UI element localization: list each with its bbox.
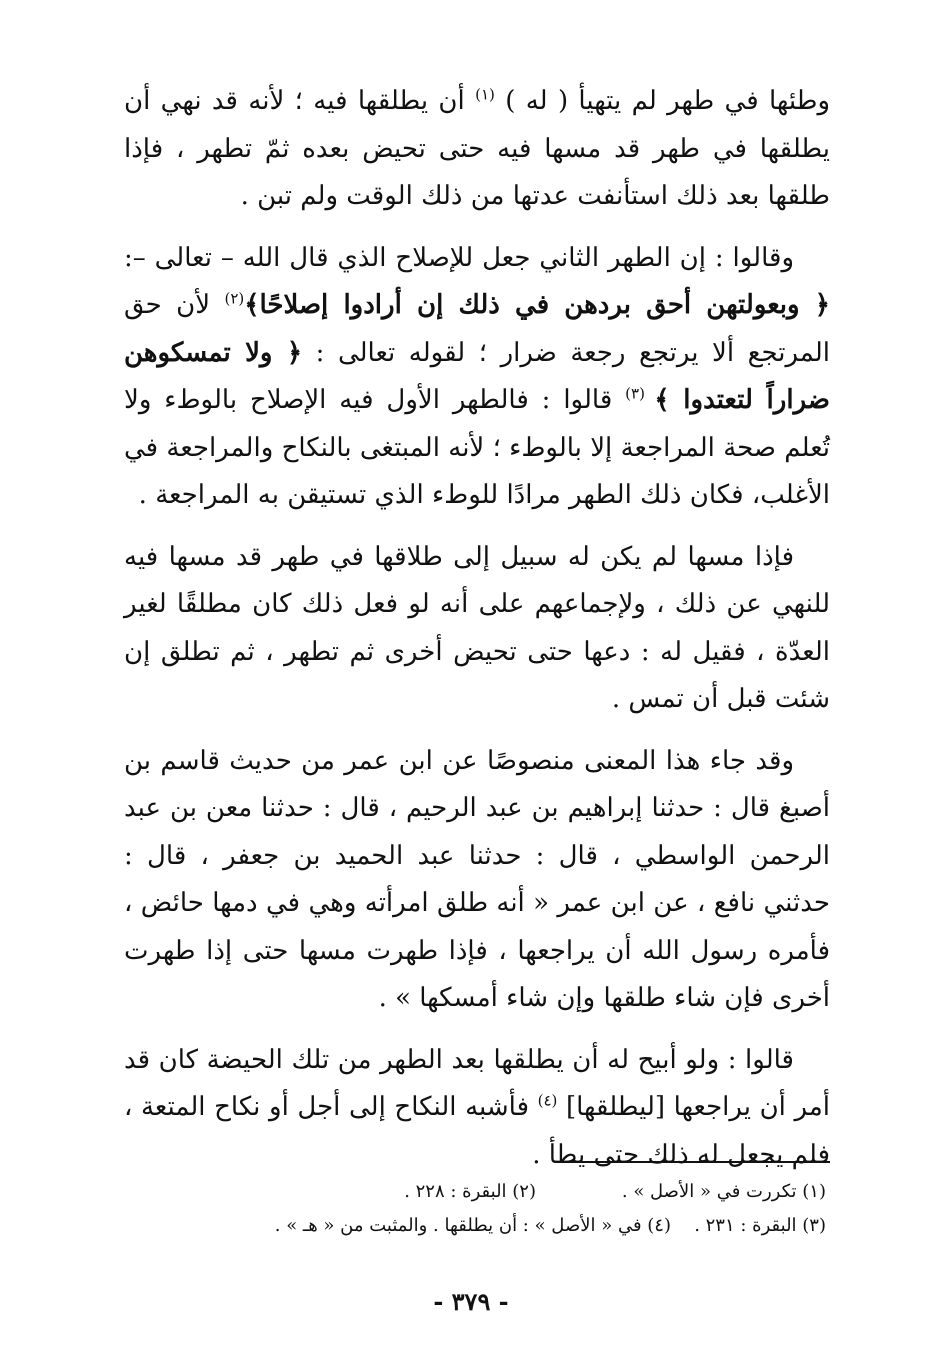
footnote-ref-3: (٣) xyxy=(625,384,655,403)
footnote-2: (٢) البقرة : ٢٢٨ . xyxy=(404,1181,536,1202)
footnotes xyxy=(150,1175,826,1243)
text-segment: وقد جاء هذا المعنى منصوصًا عن ابن عمر من حديث قاسم بن أصبغ قال : حدثنا إبراهيم بن عبد الرحيم ، قال : حدثنا معن بن عبد الرحمن الواسطي ، قال : حدثنا عبد الحميد بن جعفر ، قال : حدثني نافع ، عن ابن عمر « أنه طلق امرأته وهي في دمها حائض ، فأمره رسول الله أن يراجعها ، فإذا طهرت مسها حتى إذا طهرت أخرى فإن شاء طلقها وإن شاء أمسكها » . xyxy=(124,745,830,1013)
text-segment: لأن حق المرتجع ألا يرتجع رجعة ضرار ؛ لقوله تعالى : xyxy=(124,290,830,368)
text-segment: وقالوا : إن الطهر الثاني جعل للإصلاح الذي قال الله – تعالى –: xyxy=(124,242,794,273)
text-segment: فأشبه النكاح إلى أجل أو نكاح المتعة ، فلم يجعل له ذلك حتى يطأ . xyxy=(124,1092,830,1170)
text-segment: قالوا : ولو أبيح له أن يطلقها بعد الطهر من تلك الحيضة كان قد أمر أن يراجعها [ليطلقها] xyxy=(124,1044,831,1122)
paragraph-2 xyxy=(124,235,830,520)
footnote-3: (٣) البقرة : ٢٣١ . xyxy=(694,1215,826,1236)
paragraph-1 xyxy=(124,78,830,221)
paragraph-3 xyxy=(124,534,830,724)
paragraph-5 xyxy=(124,1037,830,1180)
text-segment: فإذا مسها لم يكن له سبيل إلى طلاقها في طهر قد مسها فيه للنهي عن ذلك ، ولإجماعهم على أنه لو فعل ذلك كان مطلقًا لغير العدّة ، فقيل له : دعها حتى تحيض أخرى ثم تطهر ، ثم تطلق إن شئت قبل أن تمس . xyxy=(124,541,830,714)
paragraph-4 xyxy=(124,738,830,1023)
footnote-1: (١) تكررت في « الأصل » . xyxy=(621,1181,826,1202)
footnote-ref-4: (٤) xyxy=(537,1091,558,1110)
footnote-4: (٤) في « الأصل » : أن يطلقها . والمثبت من « هـ » . xyxy=(274,1215,671,1236)
footnote-row xyxy=(150,1175,826,1209)
footnote-ref-2: (٢) xyxy=(224,289,245,308)
quran-verse: ﴿ وبعولتهن أحق بردهن في ذلك إن أرادوا إصلاحًا﴾ xyxy=(244,290,830,320)
text-segment: قالوا : فالطهر الأول فيه الإصلاح بالوطء ولا تُعلم صحة المراجعة إلا بالوطء ؛ لأنه المبتغى بالنكاح والمراجعة في الأغلب، فكان ذلك الطهر مرادًا للوطء الذي تستيقن به المراجعة . xyxy=(124,385,830,510)
page-number: - ٣٧٩ - xyxy=(433,1287,509,1316)
text-segment: أن يطلقها فيه ؛ لأنه قد نهي أن يطلقها في طهر قد مسها فيه حتى تحيض بعده ثمّ تطهر ، فإذا طلقها بعد ذلك استأنفت عدتها من ذلك الوقت ولم تبن . xyxy=(124,86,830,211)
quran-verse: ﴿ ولا تمسكوهن ضراراً لتعتدوا ﴾ xyxy=(124,337,830,415)
text-segment: وطئها في طهر لم يتهيأ ( له ) xyxy=(494,86,831,116)
footnote-row xyxy=(150,1209,826,1243)
page-body xyxy=(124,78,830,1193)
footnote-divider xyxy=(558,1161,830,1163)
footnote-ref-1: (١) xyxy=(475,85,495,104)
